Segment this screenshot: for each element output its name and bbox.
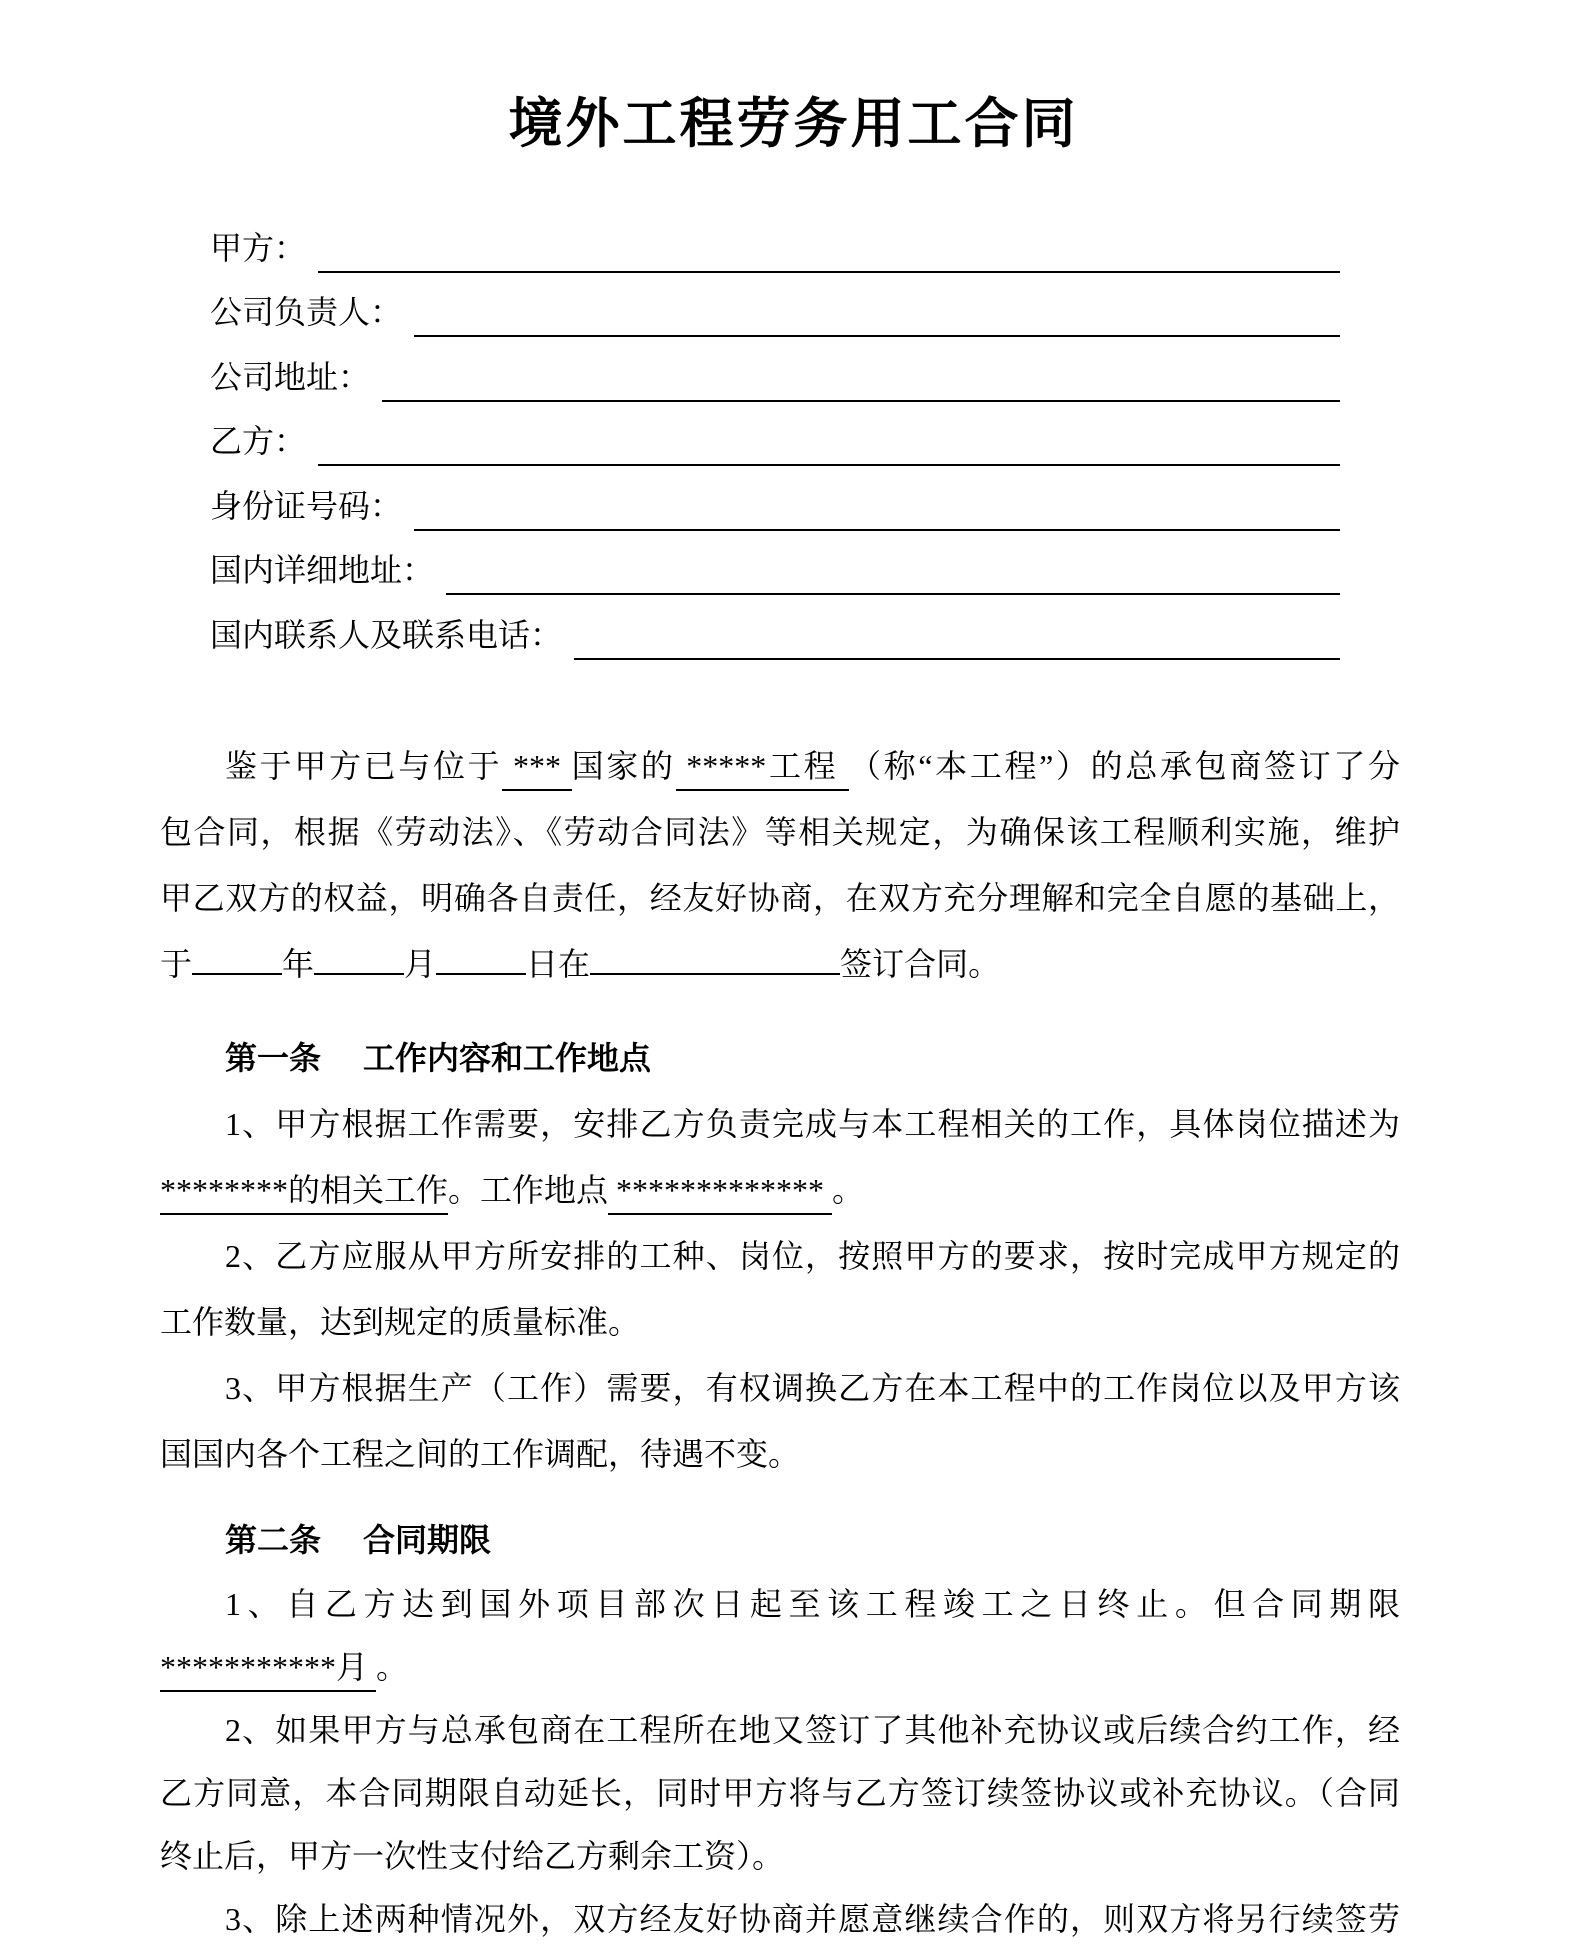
- text-segment: （称“本工程”）的总承包商签订了分: [848, 747, 1400, 784]
- text-segment: 国国内各个工程之间的工作调配，待遇不变。: [160, 1435, 801, 1472]
- document-line: [160, 1157, 1400, 1223]
- form-field-label: 乙方：: [210, 423, 307, 460]
- form-field-label: 甲方：: [210, 229, 307, 266]
- text-segment: 。: [832, 1171, 865, 1208]
- blank-underline: [590, 933, 840, 975]
- document-line: [160, 1355, 1400, 1421]
- form-field-label: 身份证号码：: [210, 487, 403, 524]
- text-segment: 第一条: [225, 1039, 322, 1076]
- text-segment: 包合同，根据《劳动法》、《劳动合同法》等相关规定，为确保该工程顺利实施，维护: [160, 813, 1400, 850]
- text-segment: 3、除上述两种情况外，双方经友好协商并愿意继续合作的，则双方将另行续签劳: [225, 1900, 1400, 1937]
- text-segment: 第二条: [225, 1521, 322, 1558]
- text-segment: ***********月: [160, 1649, 376, 1692]
- document-line: [160, 1888, 1400, 1951]
- form-row: [210, 402, 1340, 467]
- document-line: [160, 1573, 1400, 1636]
- section-heading: [160, 1507, 1400, 1573]
- document-line: [160, 799, 1400, 865]
- blank-underline: [382, 390, 1340, 402]
- text-segment: 鉴于甲方已与位于: [225, 747, 503, 784]
- form-field-label: 公司负责人：: [210, 294, 403, 331]
- text-segment: 签订合同。: [840, 945, 1001, 982]
- text-segment: 乙方同意，本合同期限自动延长，同时甲方将与乙方签订续签协议或补充协议。（合同: [160, 1774, 1400, 1811]
- text-segment: 3、甲方根据生产（工作）需要，有权调换乙方在本工程中的工作岗位以及甲方该: [225, 1369, 1400, 1406]
- form-row: [210, 531, 1340, 596]
- text-segment: 国家的: [571, 747, 676, 784]
- form-field-label: 国内联系人及联系电话：: [210, 616, 563, 653]
- form-row: [210, 337, 1340, 402]
- form-row: [210, 466, 1340, 531]
- document-line: [160, 733, 1400, 799]
- document-line: [160, 1825, 1400, 1888]
- blank-underline: [192, 933, 282, 975]
- text-segment: 1、自乙方达到国外项目部次日起至该工程竣工之日终止。但合同期限: [225, 1585, 1400, 1622]
- document-line: [160, 1762, 1400, 1825]
- blank-underline: [414, 519, 1340, 531]
- document-line: [160, 1699, 1400, 1762]
- form-fields: [210, 208, 1340, 660]
- blank-underline: [574, 648, 1340, 660]
- document-line: [160, 1636, 1400, 1699]
- blank-underline: [318, 454, 1340, 466]
- form-field-label: 国内详细地址：: [210, 552, 435, 589]
- text-segment: 月: [404, 945, 437, 982]
- text-segment: 终止后，甲方一次性支付给乙方剩余工资）。: [160, 1837, 785, 1874]
- text-segment: 2、如果甲方与总承包商在工程所在地又签订了其他补充协议或后续合约工作，经: [225, 1711, 1400, 1748]
- text-segment: 于: [160, 945, 193, 982]
- text-segment: 年: [282, 945, 315, 982]
- blank-underline: [446, 583, 1340, 595]
- section-heading: [160, 1025, 1400, 1091]
- text-segment: 。工作地点: [448, 1171, 609, 1208]
- text-segment: 。: [376, 1648, 409, 1685]
- text-segment: 工作数量，达到规定的质量标准。: [160, 1303, 641, 1340]
- form-row: [210, 208, 1340, 273]
- form-row: [210, 595, 1340, 660]
- text-segment: ***: [502, 748, 571, 791]
- document-line: [160, 1223, 1400, 1289]
- blank-underline: [318, 261, 1340, 273]
- document-line: [160, 931, 1400, 997]
- text-segment: 合同期限: [363, 1521, 492, 1558]
- form-field-label: 公司地址：: [210, 358, 371, 395]
- form-row: [210, 273, 1340, 338]
- text-segment: 甲乙双方的权益，明确各自责任，经友好协商，在双方充分理解和完全自愿的基础上，: [160, 879, 1400, 916]
- text-segment: *****工程: [676, 748, 849, 791]
- document-line: [160, 1421, 1400, 1487]
- page-title: 境外工程劳务用工合同: [508, 94, 1079, 154]
- text-segment: ********的相关工作: [160, 1172, 448, 1215]
- blank-underline: [436, 933, 526, 975]
- text-segment: 1、甲方根据工作需要，安排乙方负责完成与本工程相关的工作，具体岗位描述为: [225, 1105, 1400, 1142]
- document-line: [160, 1091, 1400, 1157]
- text-segment: 日在: [526, 945, 591, 982]
- blank-underline: [414, 325, 1340, 337]
- text-segment: 工作内容和工作地点: [363, 1039, 652, 1076]
- text-segment: 2、乙方应服从甲方所安排的工种、岗位，按照甲方的要求，按时完成甲方规定的: [225, 1237, 1400, 1274]
- document-body: [160, 733, 1400, 1951]
- document-line: [160, 1289, 1400, 1355]
- document-line: [160, 865, 1400, 931]
- blank-underline: [314, 933, 404, 975]
- text-segment: *************: [608, 1172, 832, 1215]
